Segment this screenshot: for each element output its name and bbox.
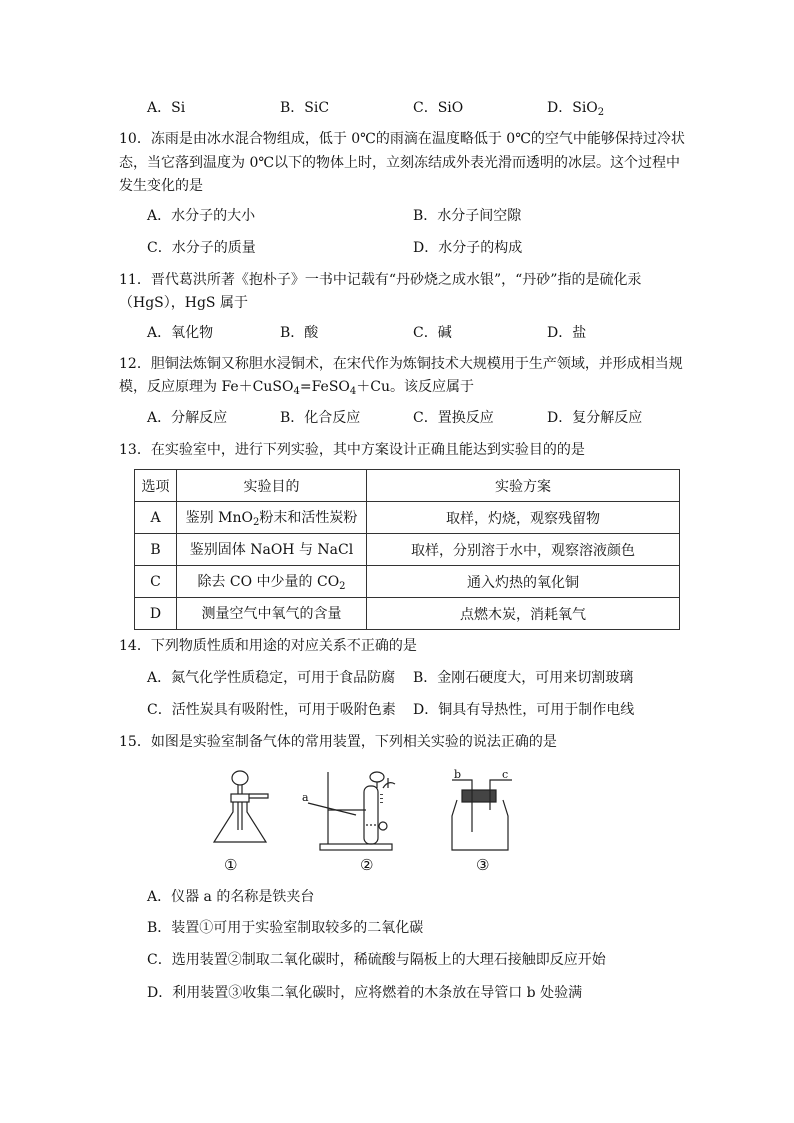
- q15-stem: 15．如图是实验室制备气体的常用装置，下列相关实验的说法正确的是: [119, 734, 557, 750]
- q11-option-d: D．盐: [547, 325, 587, 341]
- q14-stem: 14．下列物质性质和用途的对应关系不正确的是: [119, 638, 417, 654]
- goal-text: 鉴别固体 NaOH 与 NaCl: [189, 542, 354, 558]
- q12-option-d: D．复分解反应: [547, 410, 643, 426]
- q14-option-b: B．金刚石硬度大，可用来切割玻璃: [413, 670, 634, 686]
- q15-option-b: B．装置①可用于实验室制取较多的二氧化碳: [147, 920, 424, 936]
- q10-stem-line1: 10．冻雨是由冰水混合物组成，低于 0℃的雨滴在温度略低于 0℃的空气中能够保持过冷状: [119, 131, 685, 147]
- experiment-table: [134, 469, 680, 630]
- row-goal: [177, 502, 367, 534]
- q11-option-a: A．氧化物: [147, 325, 214, 341]
- q14-option-c: C．活性炭具有吸附性，可用于吸附色素: [147, 702, 396, 718]
- q12-text-1: 模，反应原理为 Fe＋CuSO: [119, 379, 294, 395]
- row-goal: [177, 534, 367, 566]
- q12-stem-line2: [119, 377, 474, 402]
- row-option: C: [135, 566, 177, 598]
- q9-option-c: C．SiO: [413, 100, 464, 116]
- q12-option-a: A．分解反应: [147, 410, 228, 426]
- goal-sub: 2: [339, 581, 346, 592]
- table-header-row: [135, 470, 680, 502]
- goal-text-2: 粉末和活性炭粉: [259, 510, 358, 526]
- q15-option-c: C．选用装置②制取二氧化碳时，稀硫酸与隔板上的大理石接触即反应开始: [147, 952, 606, 968]
- fig-number-2: ②: [360, 856, 374, 874]
- header-goal: 实验目的: [177, 470, 367, 502]
- q12-text-3: ＋Cu。该反应属于: [356, 379, 475, 395]
- q12-option-b: B．化合反应: [280, 410, 361, 426]
- q9-option-d-text: D．SiO: [547, 100, 598, 116]
- q9-option-b: B．SiC: [280, 100, 330, 116]
- q14-option-a: A．氮气化学性质稳定，可用于食品防腐: [147, 670, 396, 686]
- row-option: D: [135, 598, 177, 630]
- goal-sub: 2: [252, 517, 260, 528]
- row-goal: [177, 598, 367, 630]
- q11-option-c: C．碱: [413, 325, 452, 341]
- q10-stem-line2: 态，当它落到温度为 0℃以下的物体上时，立刻冻结成外表光滑而透明的冰层。这个过程中: [119, 155, 681, 171]
- q11-stem-line2: （HgS），HgS 属于: [119, 295, 248, 311]
- row-plan: 点燃木炭，消耗氧气: [367, 598, 680, 630]
- q14-option-d: D．铜具有导热性，可用于制作电线: [413, 702, 635, 718]
- table-row: [135, 534, 680, 566]
- q11-option-b: B．酸: [280, 325, 319, 341]
- fig-number-3: ③: [476, 856, 490, 874]
- row-plan: 取样，分别溶于水中，观察溶液颜色: [367, 534, 680, 566]
- q12-sub-2: 4: [349, 386, 357, 397]
- table-row: [135, 502, 680, 534]
- goal-text: 除去 CO 中少量的 CO: [197, 574, 340, 590]
- fig-label-b: b: [454, 768, 462, 781]
- q12-option-c: C．置换反应: [413, 410, 494, 426]
- q12-text-2: =FeSO: [299, 379, 350, 395]
- q9-option-d-sub: 2: [597, 107, 605, 118]
- q10-option-d: D．水分子的构成: [413, 240, 523, 256]
- row-option: A: [135, 502, 177, 534]
- q12-sub-1: 4: [293, 386, 300, 397]
- q12-stem-line1: 12．胆铜法炼铜又称胆水浸铜术，在宋代作为炼铜技术大规模用于生产领域，并形成相当规: [119, 356, 683, 372]
- apparatus-figure: [200, 768, 530, 878]
- q15-option-a: A．仪器 a 的名称是铁夹台: [147, 889, 315, 905]
- table-row: [135, 598, 680, 630]
- fig-label-c: c: [502, 768, 509, 781]
- table-row: [135, 566, 680, 598]
- fig-number-1: ①: [224, 856, 238, 874]
- goal-text: 鉴别 MnO: [185, 510, 253, 526]
- q9-option-d: [547, 98, 604, 123]
- header-option: 选项: [135, 470, 177, 502]
- row-option: B: [135, 534, 177, 566]
- apparatus-3-bottle: [452, 780, 512, 850]
- goal-text: 测量空气中氧气的含量: [201, 606, 342, 622]
- row-plan: 通入灼热的氧化铜: [367, 566, 680, 598]
- q11-stem-line1: 11．晋代葛洪所著《抱朴子》一书中记载有“丹砂烧之成水银”，“丹砂”指的是硫化汞: [119, 272, 642, 288]
- apparatus-1-flask: [214, 771, 268, 842]
- q10-option-a: A．水分子的大小: [147, 208, 256, 224]
- q13-stem: 13．在实验室中，进行下列实验，其中方案设计正确且能达到实验目的的是: [119, 442, 585, 458]
- apparatus-2-stand: [308, 772, 395, 850]
- q10-stem-line3: 发生变化的是: [119, 178, 203, 194]
- q10-option-b: B．水分子间空隙: [413, 208, 522, 224]
- row-plan: 取样，灼烧，观察残留物: [367, 502, 680, 534]
- fig-label-a: a: [302, 791, 309, 804]
- q10-option-c: C．水分子的质量: [147, 240, 256, 256]
- header-plan: 实验方案: [367, 470, 680, 502]
- q9-option-a: A．Si: [147, 100, 186, 116]
- row-goal: [177, 566, 367, 598]
- q15-option-d: D．利用装置③收集二氧化碳时，应将燃着的木条放在导管口 b 处验满: [147, 985, 583, 1001]
